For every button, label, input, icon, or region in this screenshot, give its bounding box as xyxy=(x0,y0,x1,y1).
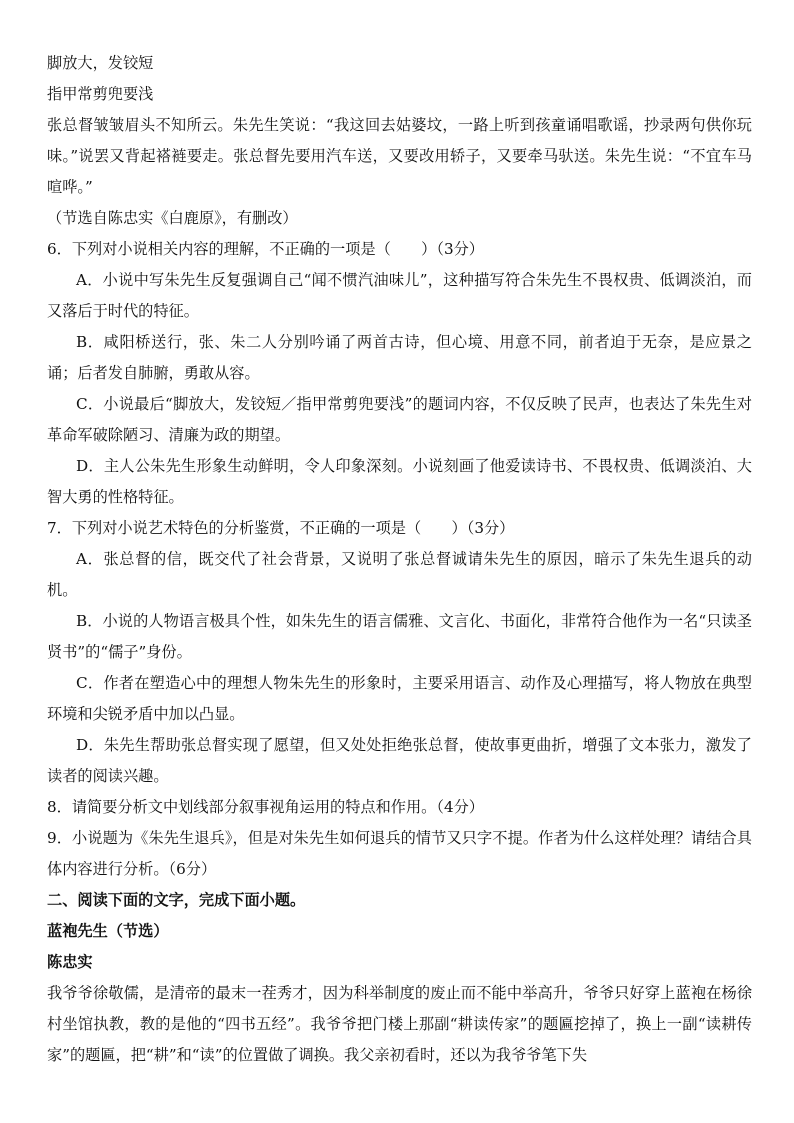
question-7-option-d: D．朱先生帮助张总督实现了愿望，但又处处拒绝张总督，使故事更曲折，增强了文本张力，激发了读者的阅读兴趣。 xyxy=(47,736,752,785)
passage-paragraph: 我爷爷徐敬儒，是清帝的最末一茬秀才，因为科举制度的废止而不能中举高升，爷爷只好穿上蓝袍在杨徐村坐馆执教，教的是他的“四书五经”。我爷爷把门楼上那副“耕读传家”的题匾挖掉了，换上一副“读耕传家”的题匾，把“耕”和“读”的位置做了调换。我父亲初看时，还以为我爷爷笔下失 xyxy=(47,984,752,1064)
poem-line-2: 指甲常剪兜要浅 xyxy=(47,85,154,103)
poem-line-1: 脚放大，发铰短 xyxy=(47,54,154,72)
question-6-stem: 6．下列对小说相关内容的理解，不正确的一项是（ ）（3分） xyxy=(47,240,484,258)
question-6-option-a: A．小说中写朱先生反复强调自己“闻不惯汽油味儿”，这种描写符合朱先生不畏权贵、低调淡泊，而又落后于时代的特征。 xyxy=(47,271,752,320)
question-6-option-c: C．小说最后“脚放大，发铰短／指甲常剪兜要浅”的题词内容，不仅反映了民声，也表达了朱先生对革命军破除陋习、清廉为政的期望。 xyxy=(47,395,752,444)
question-6-option-d: D．主人公朱先生形象生动鲜明，令人印象深刻。小说刻画了他爱读诗书、不畏权贵、低调淡泊、大智大勇的性格特征。 xyxy=(47,457,752,506)
question-7-option-b: B．小说的人物语言极具个性，如朱先生的语言儒雅、文言化、书面化，非常符合他作为一名“只读圣贤书”的“儒子”身份。 xyxy=(47,612,752,661)
question-7-option-a: A．张总督的信，既交代了社会背景，又说明了张总督诚请朱先生的原因，暗示了朱先生退兵的动机。 xyxy=(47,550,752,599)
story-paragraph: 张总督皱皱眉头不知所云。朱先生笑说：“我这回去姑婆坟，一路上听到孩童诵唱歌谣，抄录两句供你玩味。”说罢又背起褡裢要走。张总督先要用汽车送，又要改用轿子，又要牵马驮送。朱先生说：“不宜车马喧哗。” xyxy=(47,116,752,196)
page-content xyxy=(47,48,752,1071)
section-heading: 二、阅读下面的文字，完成下面小题。 xyxy=(47,891,306,909)
question-8: 8．请简要分析文中划线部分叙事视角运用的特点和作用。（4分） xyxy=(47,798,484,816)
passage-title: 蓝袍先生（节选） xyxy=(47,922,169,940)
source-note: （节选自陈忠实《白鹿原》，有删改） xyxy=(47,209,298,227)
question-7-stem: 7．下列对小说艺术特色的分析鉴赏，不正确的一项是（ ）（3分） xyxy=(47,519,515,537)
question-6-option-b: B．咸阳桥送行，张、朱二人分别吟诵了两首古诗，但心境、用意不同，前者迫于无奈，是应景之诵；后者发自肺腑，勇敢从容。 xyxy=(47,333,752,382)
question-9: 9．小说题为《朱先生退兵》，但是对朱先生如何退兵的情节又只字不提。作者为什么这样处理？请结合具体内容进行分析。（6分） xyxy=(47,829,752,878)
question-7-option-c: C．作者在塑造心中的理想人物朱先生的形象时，主要采用语言、动作及心理描写，将人物放在典型环境和尖锐矛盾中加以凸显。 xyxy=(47,674,752,723)
passage-author: 陈忠实 xyxy=(47,953,93,971)
